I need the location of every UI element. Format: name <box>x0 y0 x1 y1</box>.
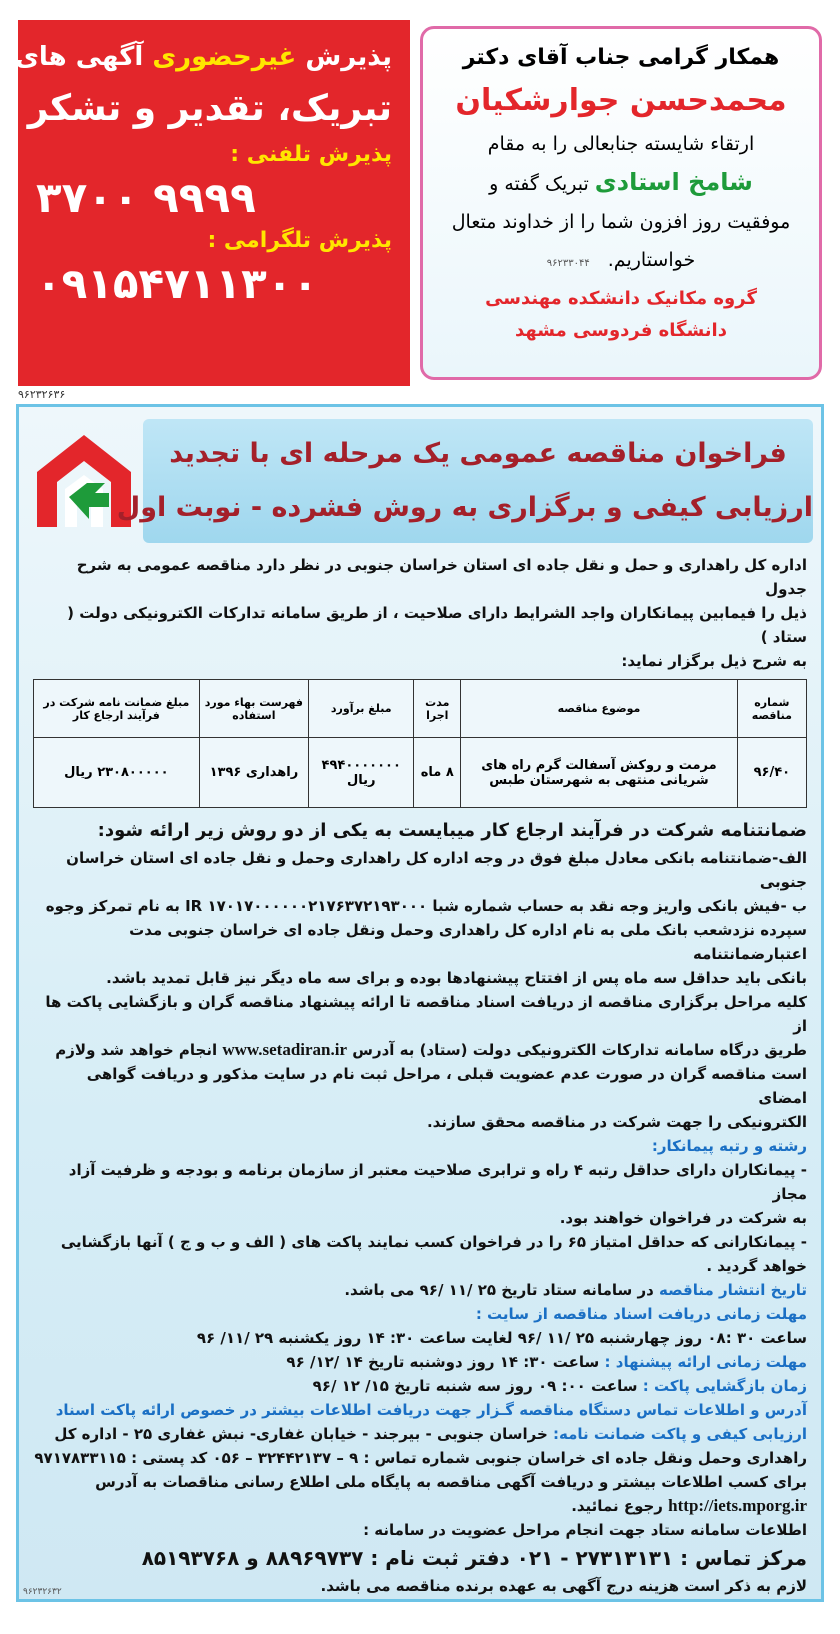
signature: گروه مکانیک دانشکده مهندسی <box>485 288 757 309</box>
congratulation-card <box>420 26 822 380</box>
text-segment: مهلت زمانی دریافت اسناد مناقصه از سایت : <box>475 1305 807 1323</box>
text-line <box>33 1446 807 1470</box>
text-segment: ذیل را فیمابین پیمانکاران واجد الشرایط دارای صلاحیت ، از طریق سامانه تدارکات الکترونیکی دولت ( ستاد ) <box>67 604 807 646</box>
text-line <box>33 649 807 673</box>
text-segment: رشته و رتبه پیمانکار: <box>651 1137 807 1155</box>
table-row <box>34 738 807 808</box>
text-segment: اداره کل راهداری و حمل و نقل جاده ای استان خراسان جنوبی <box>346 556 807 574</box>
text-segment: انجام خواهد شد ولازم <box>55 1041 223 1059</box>
text-line <box>33 1038 807 1062</box>
tender-title-line: ارزیابی کیفی و برگزاری به روش فشرده - نوبت اول <box>116 492 813 523</box>
text-line <box>33 553 807 601</box>
column-header: موضوع مناقصه <box>461 680 738 738</box>
tender-content <box>33 553 807 1598</box>
tender-notice <box>16 404 824 1602</box>
text-line <box>33 1278 807 1302</box>
text-segment: زمان بازگشایی پاکت : <box>642 1377 807 1395</box>
text-line <box>33 1302 807 1326</box>
column-header: شماره مناقصه <box>737 680 806 738</box>
table-header-row <box>34 680 807 738</box>
column-header: فهرست بهاء مورد استفاده <box>199 680 308 738</box>
text-line <box>33 1470 807 1494</box>
text-segment: ارزیابی کیفی و پاکت ضمانت نامه: <box>553 1425 807 1443</box>
text-segment: لازم به ذکر است هزینه درج آگهی به عهده برنده مناقصه می باشد. <box>320 1577 807 1595</box>
signature: دانشگاه فردوسی مشهد <box>515 320 727 341</box>
text-segment: در سامانه ستاد تاریخ ۲۵ /۱۱ /۹۶ می باشد. <box>344 1281 660 1299</box>
text-segment: ساعت ۳۰: ۱۴ روز دوشنبه تاریخ ۱۴ /۱۲/ ۹۶ <box>286 1353 605 1371</box>
text-line <box>33 966 807 990</box>
congrats-ad <box>15 20 410 386</box>
text-segment: رجوع نمائید. <box>571 1497 669 1515</box>
text-segment: ساعت ۳۰ :۰۸ روز چهارشنبه ۲۵ /۱۱ /۹۶ لغایت ساعت ۳۰: ۱۴ روز یکشنبه ۲۹ /۱۱/ ۹۶ <box>196 1329 807 1347</box>
notice-code: ۹۶۲۳۲۶۳۲ <box>23 1587 62 1597</box>
text-line <box>33 1542 807 1574</box>
text-segment: مهلت زمانی ارائه پیشنهاد : <box>604 1353 807 1371</box>
ad-code: ۹۶۲۳۲۶۳۶ <box>18 388 66 401</box>
text-line <box>33 1206 807 1230</box>
ad-line2: تبریک، تقدیر و تشکر <box>27 88 392 129</box>
text-segment: آدرس و اطلاعات تماس دستگاه مناقصه گـزار جهت دریافت اطلاعات بیشتر در خصوص ارائه پاکت اسناد <box>55 1401 807 1419</box>
text-line <box>33 1374 807 1398</box>
tender-table <box>33 679 807 808</box>
phone-number: ۳۷۰۰ ۹۹۹۹ <box>36 173 256 222</box>
text-line <box>33 1158 807 1206</box>
text-segment: خراسان جنوبی - بیرجند - خیابان غفاری- نبش غفاری ۲۵ - اداره کل <box>54 1425 554 1443</box>
text-segment: بانکی باید حداقل سه ماه پس از افتتاح پیشنهادها بوده و برای سه ماه دیگر نیز قابل تمدید باشد. <box>106 969 807 987</box>
column-header: مبلغ برآورد <box>309 680 414 738</box>
text-segment: برای کسب اطلاعات بیشتر و دریافت آگهی مناقصه به پایگاه ملی اطلاع رسانی مناقصات به آدرس <box>95 1473 807 1491</box>
text-line <box>33 1350 807 1374</box>
text-segment: در نظر دارد مناقصه عمومی به شرح جدول <box>76 556 807 598</box>
tender-title-banner <box>116 419 813 543</box>
phone-label: پذیرش تلفنی : <box>230 142 392 167</box>
ad-line1: پذیرش غیرحضوری آگهی های <box>15 42 392 72</box>
column-header: مبلغ ضمانت نامه شرکت در فرآیند ارجاع کار <box>34 680 200 738</box>
card-line: ارتقاء شایسته جنابعالی را به مقام <box>487 133 755 155</box>
text-segment: - پیمانکاران دارای حداقل رتبه ۴ راه و ترابری صلاحیت معتبر از سازمان برنامه و بودجه و ظرفیت آزاد مجاز <box>68 1161 807 1203</box>
text-segment: به شرکت در فراخوان خواهند بود. <box>559 1209 807 1227</box>
card-line: موفقیت روز افزون شما را از خداوند متعال <box>451 211 791 233</box>
text-segment: ساعت ۰۰: ۰۹ روز سه شنبه تاریخ ۱۵/ ۱۲ /۹۶ <box>312 1377 643 1395</box>
text-line <box>33 1254 807 1278</box>
web-address: http://iets.mporg.ir <box>668 1496 807 1515</box>
text-line <box>33 1230 807 1254</box>
table-cell: راهداری ۱۳۹۶ <box>199 738 308 808</box>
text-line <box>33 1494 807 1518</box>
text-segment: سپرده نزدشعب بانک ملی به نام اداره کل راهداری وحمل ونقل جاده ای خراسان جنوبی مدت اعتبارضمانتنامه <box>129 921 807 963</box>
text-line <box>33 601 807 649</box>
text-line <box>33 1398 807 1422</box>
salutation: همکار گرامی جناب آقای دکتر <box>462 45 780 70</box>
text-line <box>33 1326 807 1350</box>
table-cell: ۲۳۰۸۰۰۰۰۰ ریال <box>34 738 200 808</box>
web-address: www.setadiran.ir <box>222 1040 348 1059</box>
text-segment: - پیمانکارانی که حداقل امتیاز ۶۵ را در فراخوان کسب نمایند پاکت های ( الف و ب و ج ) آنها بازگشایی <box>60 1233 807 1251</box>
text-segment: به شرح ذیل برگزار نماید: <box>621 652 807 670</box>
text-segment: ضمانتنامه شرکت در فرآیند ارجاع کار میبایست به یکی از دو روش زیر ارائه شود: <box>97 820 807 841</box>
text-line <box>33 846 807 894</box>
table-cell: ۴۹۴۰۰۰۰۰۰۰ ریال <box>309 738 414 808</box>
text-line <box>33 1134 807 1158</box>
text-segment: شماره تماس : ۹ – ۳۲۴۴۲۱۳۷ – ۰۵۶ کد پستی : ۹۷۱۷۸۳۳۱۱۵ <box>34 1449 470 1467</box>
text-segment: تاریخ انتشار مناقصه <box>659 1281 807 1299</box>
card-line: خواستاریم.۹۶۲۳۳۰۴۴ <box>546 249 696 271</box>
text-line <box>33 918 807 966</box>
text-segment: الکترونیکی را جهت شرکت در مناقصه محقق سازند. <box>426 1113 807 1131</box>
text-segment: اطلاعات سامانه ستاد جهت انجام مراحل عضویت در سامانه : <box>363 1521 807 1539</box>
tender-title-line: فراخوان مناقصه عمومی یک مرحله ای با تجدید <box>169 438 787 469</box>
column-header: مدت اجرا <box>414 680 461 738</box>
intro-text <box>33 553 807 673</box>
card-line: شامخ استادی تبریک گفته و <box>489 168 753 196</box>
table-cell: ۹۶/۴۰ <box>737 738 806 808</box>
text-segment: الف-ضمانتنامه بانکی معادل مبلغ فوق در وجه اداره کل راهداری وحمل و نقل جاده ای استان خراسان جنوبی <box>66 849 807 891</box>
text-line <box>33 990 807 1038</box>
text-segment: کلیه مراحل برگزاری مناقصه از دریافت اسناد مناقصه تا ارائه پیشنهاد مناقصه گران و بازگشایی پاکت ها از <box>45 993 807 1035</box>
text-segment: ب -فیش بانکی واریز وجه نقد به حساب شماره شبا ۱۷۰۱۷۰۰۰۰۰۰۲۱۷۶۳۷۲۱۹۳۰۰۰ IR به نام تمرکز وجوه <box>45 897 807 915</box>
text-line <box>33 894 807 918</box>
text-segment: طریق درگاه سامانه تدارکات الکترونیکی دولت (ستاد) به آدرس <box>347 1041 807 1059</box>
telegram-number: ۰۹۱۵۴۷۱۱۳۰۰ <box>36 259 318 308</box>
text-line <box>33 1062 807 1110</box>
text-line <box>33 1518 807 1542</box>
text-line <box>33 1422 807 1446</box>
text-segment: مرکز تماس : ۲۷۳۱۳۱۳۱ - ۰۲۱ دفتر ثبت نام : ۸۸۹۶۹۷۳۷ و ۸۵۱۹۳۷۶۸ <box>141 1546 807 1570</box>
tender-body <box>33 816 807 1598</box>
table-cell: ۸ ماه <box>414 738 461 808</box>
honoree-name: محمدحسن جوارشکیان <box>455 83 787 118</box>
telegram-label: پذیرش تلگرامی : <box>207 228 392 253</box>
text-segment: راهداری وحمل ونقل جاده ای خراسان جنوبی <box>469 1449 807 1467</box>
table-cell: مرمت و روکش آسفالت گرم راه های شریانی منتهی به شهرستان طبس <box>461 738 738 808</box>
text-line <box>33 1574 807 1598</box>
text-line <box>33 816 807 846</box>
text-segment: خواهد گردید . <box>706 1257 807 1275</box>
text-line <box>33 1110 807 1134</box>
text-segment: است مناقصه گران در صورت عدم عضویت قبلی ، مراحل ثبت نام در سایت مذکور و دریافت گواهی امضای <box>86 1065 807 1107</box>
